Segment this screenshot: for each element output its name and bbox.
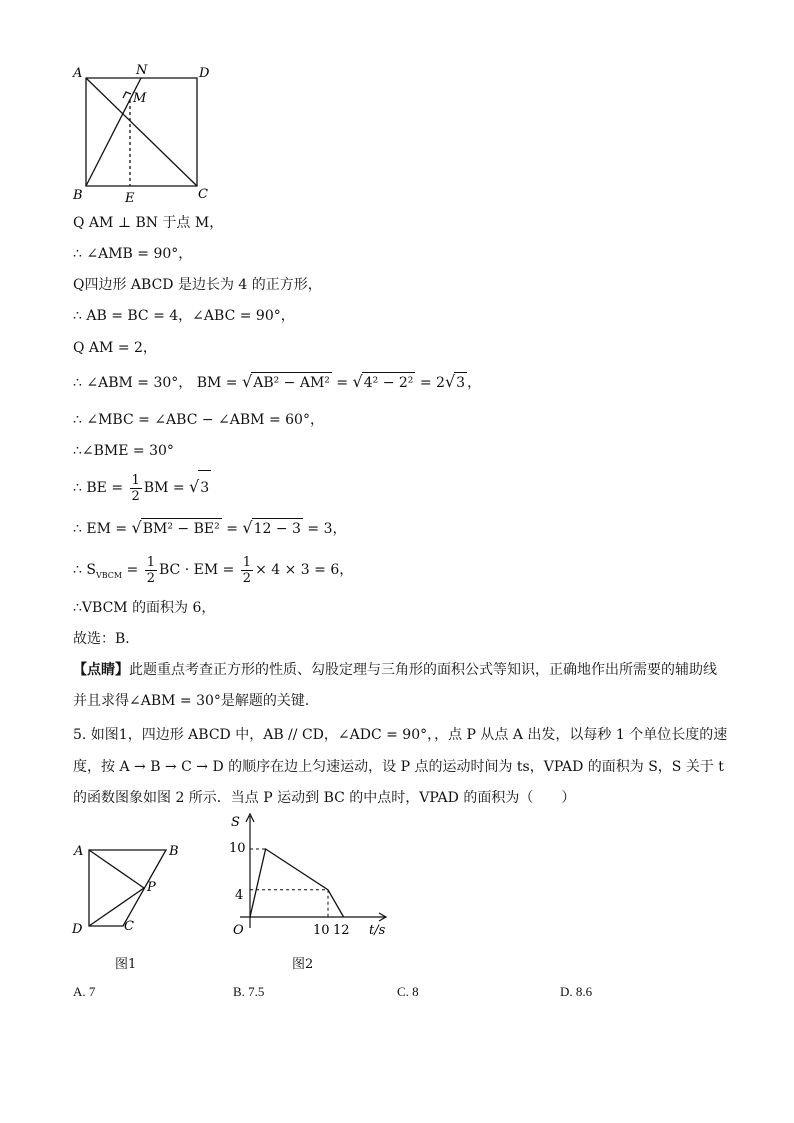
- choice-c[interactable]: C. 8: [397, 984, 419, 999]
- solution-line-2: ∴ ∠AMB = 90°，: [73, 246, 193, 262]
- fig1-label-b: B: [169, 844, 179, 859]
- y-tick-10: 10: [229, 841, 246, 856]
- figure-2-caption: 图2: [292, 957, 314, 972]
- question-5-line-2: 度，按 A → B → C → D 的顺序在边上匀速运动，设 P 点的运动时间为 ts，VPAD 的面积为 S，S 关于 t: [73, 759, 724, 775]
- comment-line-1: 【点睛】此题重点考查正方形的性质、勾股定理与三角形的面积公式等知识，正确地作出所需要的辅助线: [73, 662, 717, 678]
- choice-b[interactable]: B. 7.5: [233, 984, 265, 999]
- figure-2-graph: [225, 808, 395, 943]
- solution-line-10: ∴ EM = √BM² − BE² = √12 − 3 = 3，: [73, 518, 347, 537]
- solution-line-12: ∴VBCM 的面积为 6，: [73, 600, 216, 616]
- label-d: D: [199, 66, 210, 81]
- segment-ap: [89, 850, 144, 888]
- comment-line-2: 并且求得∠ABM = 30°是解题的关键．: [73, 693, 319, 709]
- label-n: N: [136, 63, 148, 78]
- solution-line-9: ∴ BE = $\frac{1}{2}$ BM = √3: [73, 470, 211, 505]
- x-axis-label: t/s: [369, 923, 386, 938]
- solution-line-4: ∴ AB = BC = 4，∠ABC = 90°，: [73, 308, 295, 324]
- label-b: B: [73, 188, 83, 203]
- function-line: [250, 849, 344, 917]
- label-m: M: [133, 91, 147, 106]
- figure-1: [68, 838, 193, 943]
- origin-label: O: [233, 923, 244, 938]
- solution-line-8: ∴∠BME = 30°: [73, 443, 174, 459]
- label-c: C: [198, 187, 208, 202]
- fig1-label-p: P: [147, 880, 156, 895]
- choice-d[interactable]: D. 8.6: [560, 984, 593, 999]
- solution-line-3: Q四边形 ABCD 是边长为 4 的正方形，: [73, 277, 322, 293]
- label-a: A: [73, 66, 83, 81]
- solution-line-11: ∴ $S_{VBCM}$ = $\frac{1}{2}$ BC · EM = $\frac{1}{2}$ × 4 × 3 = 6，: [73, 554, 354, 586]
- solution-line-6: ∴ ∠ABM = 30°， BM = √AB² − AM² = √4² − 2² = 2√3 ，: [73, 372, 482, 391]
- segment-dp: [89, 888, 144, 926]
- question-5-line-3: 的函数图象如图 2 所示．当点 P 运动到 BC 的中点时，VPAD 的面积为（ ）: [73, 790, 576, 806]
- question-5-line-1: 5. 如图1，四边形 ABCD 中，AB // CD，∠ADC = 90°，，点 P 从点 A 出发，以每秒 1 个单位长度的速: [73, 727, 728, 743]
- label-e: E: [125, 191, 135, 206]
- solution-line-7: ∴ ∠MBC = ∠ABC − ∠ABM = 60°，: [73, 412, 324, 428]
- solution-line-13: 故选：B．: [73, 631, 140, 647]
- solution-line-1: Q AM ⊥ BN 于点 M，: [73, 215, 224, 231]
- x-tick-10: 10: [313, 923, 330, 938]
- figure-1-caption: 图1: [115, 957, 137, 972]
- x-tick-12: 12: [333, 923, 350, 938]
- fig1-label-a: A: [74, 844, 84, 859]
- y-axis-label: S: [231, 815, 240, 830]
- right-angle-mark: [123, 92, 131, 98]
- choice-a[interactable]: A. 7: [73, 984, 96, 999]
- fig1-label-c: C: [124, 919, 134, 934]
- y-tick-4: 4: [235, 888, 244, 903]
- square-figure: [70, 62, 220, 207]
- fig1-label-d: D: [72, 922, 83, 937]
- solution-line-5: Q AM = 2，: [73, 340, 157, 356]
